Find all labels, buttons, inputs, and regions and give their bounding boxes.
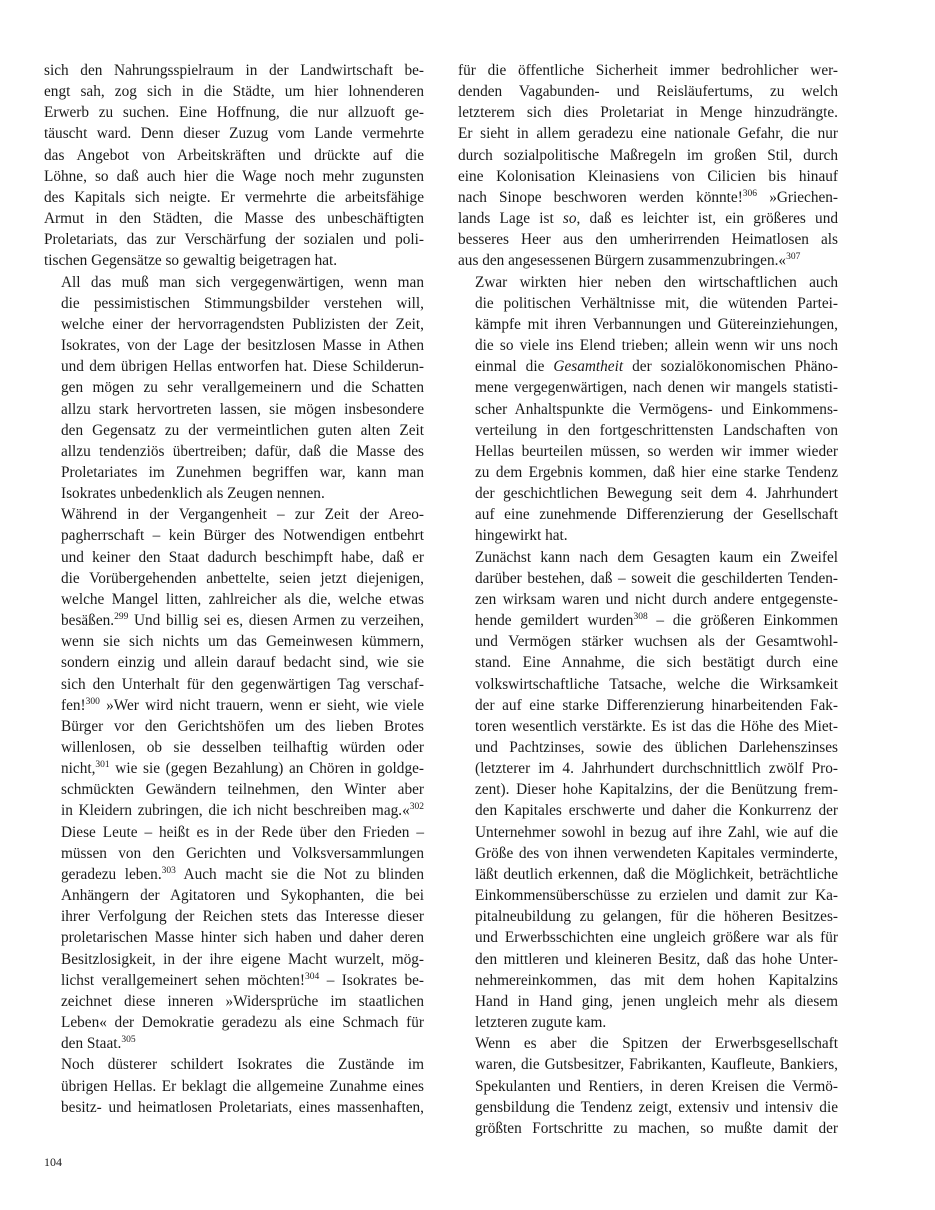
text-line: der geschichtlichen Bewegung seit dem 4. Jahrhundert xyxy=(475,485,838,503)
text-line: Bürger vor den Gerichtshöfen um des lieben Brotes xyxy=(61,717,424,735)
text-line: den Kapitales erschwerte und daher die Konkurrenz der xyxy=(475,802,838,820)
text-line: besitz- und heimatlosen Proletariats, eines massenhaften, xyxy=(61,1098,424,1116)
footnote-ref[interactable]: 306 xyxy=(742,188,758,199)
text-line: schmückten Gewändern teilnehmen, den Winter aber xyxy=(61,781,424,799)
paragraph xyxy=(44,272,424,505)
text-line: Hellas beurteilen müssen, so werden wir immer wieder xyxy=(475,442,838,460)
footnote-ref[interactable]: 300 xyxy=(85,696,100,707)
paragraph xyxy=(458,1033,838,1139)
text-line: übrigen Hellas. Er beklagt die allgemeine Zunahme eines xyxy=(61,1077,424,1095)
footnote-ref[interactable]: 305 xyxy=(121,1035,136,1046)
text-line: darüber bestehen, daß – soweit die geschilderten Tenden- xyxy=(475,569,838,587)
text-line: Anhängern der Agitatoren und Sykophanten, die bei xyxy=(61,887,424,905)
text-line: der auf eine starke Differenzierung hinarbeitenden Fak- xyxy=(475,696,838,714)
text-line: des Kapitals sich neigte. Er vermehrte die arbeitsfähige xyxy=(44,188,424,206)
text-line: Löhne, so daß auch hier die Wage noch mehr zugunsten xyxy=(44,167,424,185)
text-line: den mittleren und kleineren Besitz, daß das hohe Unter- xyxy=(475,950,838,968)
text-line: mene vergegenwärtigen, nach denen wir mangels statisti- xyxy=(475,379,838,397)
text-line: lands Lage ist so, daß es leichter ist, ein größeres und xyxy=(458,210,839,228)
text-line: Erwerb zu suchen. Eine Hoffnung, die nur allzuoft ge- xyxy=(44,104,424,122)
paragraph xyxy=(458,272,838,547)
text-line: und Erwerbsschichten eine ungleich größere war als für xyxy=(475,929,838,947)
text-line: Isokrates, von der Lage der besitzlosen Masse in Athen xyxy=(61,337,424,355)
text-line: und Pachtzinses, sowie des üblichen Darlehenszinses xyxy=(475,739,838,756)
text-line: und Vermögen stärker wuchsen als der Gesamtwohl- xyxy=(475,633,838,651)
text-line: müssen von den Gerichten und Volksversammlungen xyxy=(61,844,424,862)
text-line: die so viele ins Elend trieben; allein wenn wir uns noch xyxy=(475,337,838,355)
text-line: welche einer der hervorragendsten Publizisten der Zeit, xyxy=(61,315,424,333)
text-line: Proletariats, das zur Verschärfung der sozialen und poli- xyxy=(44,231,424,249)
text-line: die pessimistischen Stimmungsbilder verstehen will, xyxy=(61,294,424,312)
text-line: sich den Nahrungsspielraum in der Landwirtschaft be- xyxy=(44,62,424,79)
text-line: für die öffentliche Sicherheit immer bedrohlicher wer- xyxy=(458,62,838,79)
text-line: größten Fortschritte zu machen, so mußte damit der xyxy=(475,1119,838,1137)
text-line: pitalneubildung zu gelangen, für die höheren Besitzes- xyxy=(475,908,838,926)
text-line: Wenn es aber die Spitzen der Erwerbsgesellschaft xyxy=(475,1035,838,1053)
text-line: Zunächst kann nach dem Gesagten kaum ein Zweifel xyxy=(475,548,838,566)
footnote-ref[interactable]: 308 xyxy=(633,612,648,623)
text-line: Er sieht in allem geradezu eine nationale Gefahr, die nur xyxy=(458,125,838,143)
text-line: lichst verallgemeinert sehen möchten!$^{304}$ – Isokrates be- xyxy=(61,971,424,989)
text-line: eine Kolonisation Kleinasiens von Cilicien bis hinauf xyxy=(458,167,838,185)
right-column xyxy=(458,60,838,1139)
text-line: letzterem sich dies Proletariat in Menge hinzudrängte. xyxy=(458,104,838,122)
text-line: Unternehmer sowohl in bezug auf ihre Zahl, wie auf die xyxy=(475,823,838,841)
text-line: gensbildung die Tendenz zeigt, extensiv und intensiv die xyxy=(475,1098,838,1116)
text-line: Größe des von ihnen verwendeten Kapitales verminderte, xyxy=(475,844,838,862)
text-line: Leben« der Demokratie geradezu als eine Schmach für xyxy=(61,1014,424,1032)
footnote-ref[interactable]: 303 xyxy=(161,865,176,876)
text-line: aus den angesessenen Bürgern zusammenzubringen.«$^{307}$ xyxy=(458,252,801,270)
text-line: zeichnet diese inneren »Widersprüche im staatlichen xyxy=(61,992,424,1010)
left-column xyxy=(44,60,424,1118)
text-line: die politischen Verhältnisse mit, die wütenden Partei- xyxy=(475,294,838,312)
text-line: besäßen.$^{299}$ Und billig sei es, diesen Armen zu verzeihen, xyxy=(61,612,424,630)
text-line: und keiner den Staat dadurch beschimpft habe, daß er xyxy=(61,548,424,566)
footnote-ref[interactable]: 301 xyxy=(95,760,110,771)
text-line: auf eine zunehmende Differenzierung der Gesellschaft xyxy=(475,506,838,524)
text-line: nicht,$^{301}$ wie sie (gegen Bezahlung) an Chören in goldge- xyxy=(61,760,424,778)
emphasis: Gesamtheit xyxy=(553,358,624,376)
text-line: All das muß man sich vergegenwärtigen, wenn man xyxy=(61,273,424,291)
paragraph xyxy=(44,60,424,272)
text-line: in Kleidern zubringen, die ich nicht beschreiben mag.«$^{302}$ xyxy=(61,802,424,820)
text-line: scher Anhaltspunkte die Vermögens- und Einkommens- xyxy=(475,400,838,418)
text-line: sondern einzig und allein darauf bedacht sind, wie sie xyxy=(61,654,424,672)
text-line: Besitzlosigkeit, in der ihre eigene Macht wurzelt, mög- xyxy=(61,950,424,968)
text-line: täuscht ward. Denn dieser Zuzug vom Lande vermehrte xyxy=(44,125,424,143)
text-line: das Angebot von Arbeitskräften und drückte auf die xyxy=(44,146,424,164)
text-line: pagherrschaft – kein Bürger des Notwendigen entbehrt xyxy=(61,527,424,545)
text-line: nehmereinkommen, das mit dem hohen Kapitalzins xyxy=(475,971,838,989)
text-line: welche Mangel litten, zahlreicher als die, welche etwas xyxy=(61,590,424,608)
text-line: hingewirkt hat. xyxy=(475,527,568,545)
text-line: waren, die Gutsbesitzer, Fabrikanten, Kaufleute, Bankiers, xyxy=(475,1056,838,1074)
text-line: (letzterer im 4. Jahrhundert durchschnittlich zwölf Pro- xyxy=(475,760,838,778)
text-line: Zwar wirkten hier neben den wirtschaftlichen auch xyxy=(475,273,838,291)
text-line: allzu tendenziös übertreiben; dafür, daß die Masse des xyxy=(61,442,424,460)
text-line: sich den Unterhalt für den gegenwärtigen Tag verschaf- xyxy=(61,675,424,693)
text-line: tischen Gegensätze so gewaltig beigetragen hat. xyxy=(44,252,338,270)
text-line: gen mögen zu sehr verallgemeinern und die Schatten xyxy=(61,379,424,397)
text-line: läßt deutlich erkennen, daß die Möglichkeit, beträchtliche xyxy=(475,865,838,883)
text-line: den Staat.$^{305}$ xyxy=(61,1035,136,1053)
paragraph xyxy=(458,547,838,1034)
page-number: 104 xyxy=(44,1155,62,1169)
footnote-ref[interactable]: 304 xyxy=(305,971,320,982)
text-line: zen wirksam waren und nicht durch andere entgegenste- xyxy=(475,590,838,608)
text-line: Armut in den Städten, die Masse des unbeschäftigten xyxy=(44,210,424,228)
footnote-ref[interactable]: 299 xyxy=(114,612,129,623)
text-line: geradezu leben.$^{303}$ Auch macht sie die Not zu blinden xyxy=(61,865,424,883)
text-line: kämpfe mit ihren Verbannungen und Gütereinziehungen, xyxy=(475,315,838,333)
text-line: nach Sinope beschworen werden könnte!$^{306}$ »Griechen- xyxy=(458,188,839,206)
text-line: allzu stark hervortreten lassen, sie mögen insbesondere xyxy=(61,400,424,418)
text-line: denden Vagabunden- und Reisläufertums, zu welch xyxy=(458,83,838,101)
text-line: die Vorübergehenden anbettelte, seien jetzt diejenigen, xyxy=(61,569,424,587)
text-line: den Gegensatz zu der vermeintlichen guten alten Zeit xyxy=(61,421,424,439)
text-line: und dem übrigen Hellas entworfen hat. Diese Schilderun- xyxy=(61,358,424,376)
text-line: volkswirtschaftliche Tatsache, welche die Wirksamkeit xyxy=(475,675,838,693)
text-line: hende gemildert wurden$^{308}$ – die größeren Einkommen xyxy=(475,612,838,630)
text-line: Während in der Vergangenheit – zur Zeit der Areo- xyxy=(61,506,424,524)
footnote-ref[interactable]: 302 xyxy=(409,802,424,813)
text-line: proletarischen Masse hinter sich haben und daher deren xyxy=(61,929,424,947)
text-line: verteilung in den fortgeschrittensten Landschaften von xyxy=(475,421,838,439)
footnote-ref[interactable]: 307 xyxy=(786,252,801,263)
text-line: ihrer Verfolgung der Reichen stets das Interesse dieser xyxy=(61,908,424,926)
text-line: Einkommensüberschüsse zu erzielen und damit zur Ka- xyxy=(475,887,838,905)
paragraph xyxy=(458,60,838,272)
paragraph xyxy=(44,504,424,1054)
text-line: toren wesentlich verstärkte. Es ist das die Höhe des Miet- xyxy=(475,717,838,735)
text-line: Diese Leute – heißt es in der Rede über den Frieden – xyxy=(61,823,424,841)
text-line: durch sozialpolitische Maßregeln im großen Stil, durch xyxy=(458,146,838,164)
text-line: engt sah, zog sich in die Städte, um hier lohnenderen xyxy=(44,83,424,101)
text-line: besseres Heer aus den umherirrenden Heimatlosen als xyxy=(458,231,838,249)
text-line: wenn sie sich nichts um das Gemeinwesen kümmern, xyxy=(61,633,424,651)
text-line: willenlosen, ob sie desselben teilhaftig würden oder xyxy=(61,739,424,756)
text-line: Noch düsterer schildert Isokrates die Zustände im xyxy=(61,1056,424,1074)
text-line: stand. Eine Annahme, die sich bestätigt durch eine xyxy=(475,654,838,672)
text-line: Proletariates im Zunehmen begriffen war, kann man xyxy=(61,463,424,481)
text-line: einmal die Gesamtheit der sozialökonomischen Phäno- xyxy=(475,358,838,376)
text-line: zu dem Ergebnis kommen, daß hier eine starke Tendenz xyxy=(475,463,838,481)
text-line: Spekulanten und Rentiers, in deren Kreisen die Vermö- xyxy=(475,1077,838,1095)
text-line: Hand in Hand ging, jenen ungleich mehr als diesem xyxy=(475,992,838,1010)
text-line: fen!$^{300}$ »Wer wird nicht trauern, wenn er sieht, wie viele xyxy=(61,696,424,714)
paragraph xyxy=(44,1054,424,1117)
text-line: letzteren zugute kam. xyxy=(475,1014,607,1032)
text-line: zent). Dieser hohe Kapitalzins, der die Benützung frem- xyxy=(475,781,838,799)
text-line: Isokrates unbedenklich als Zeugen nennen. xyxy=(61,485,325,503)
emphasis: so xyxy=(562,210,577,228)
